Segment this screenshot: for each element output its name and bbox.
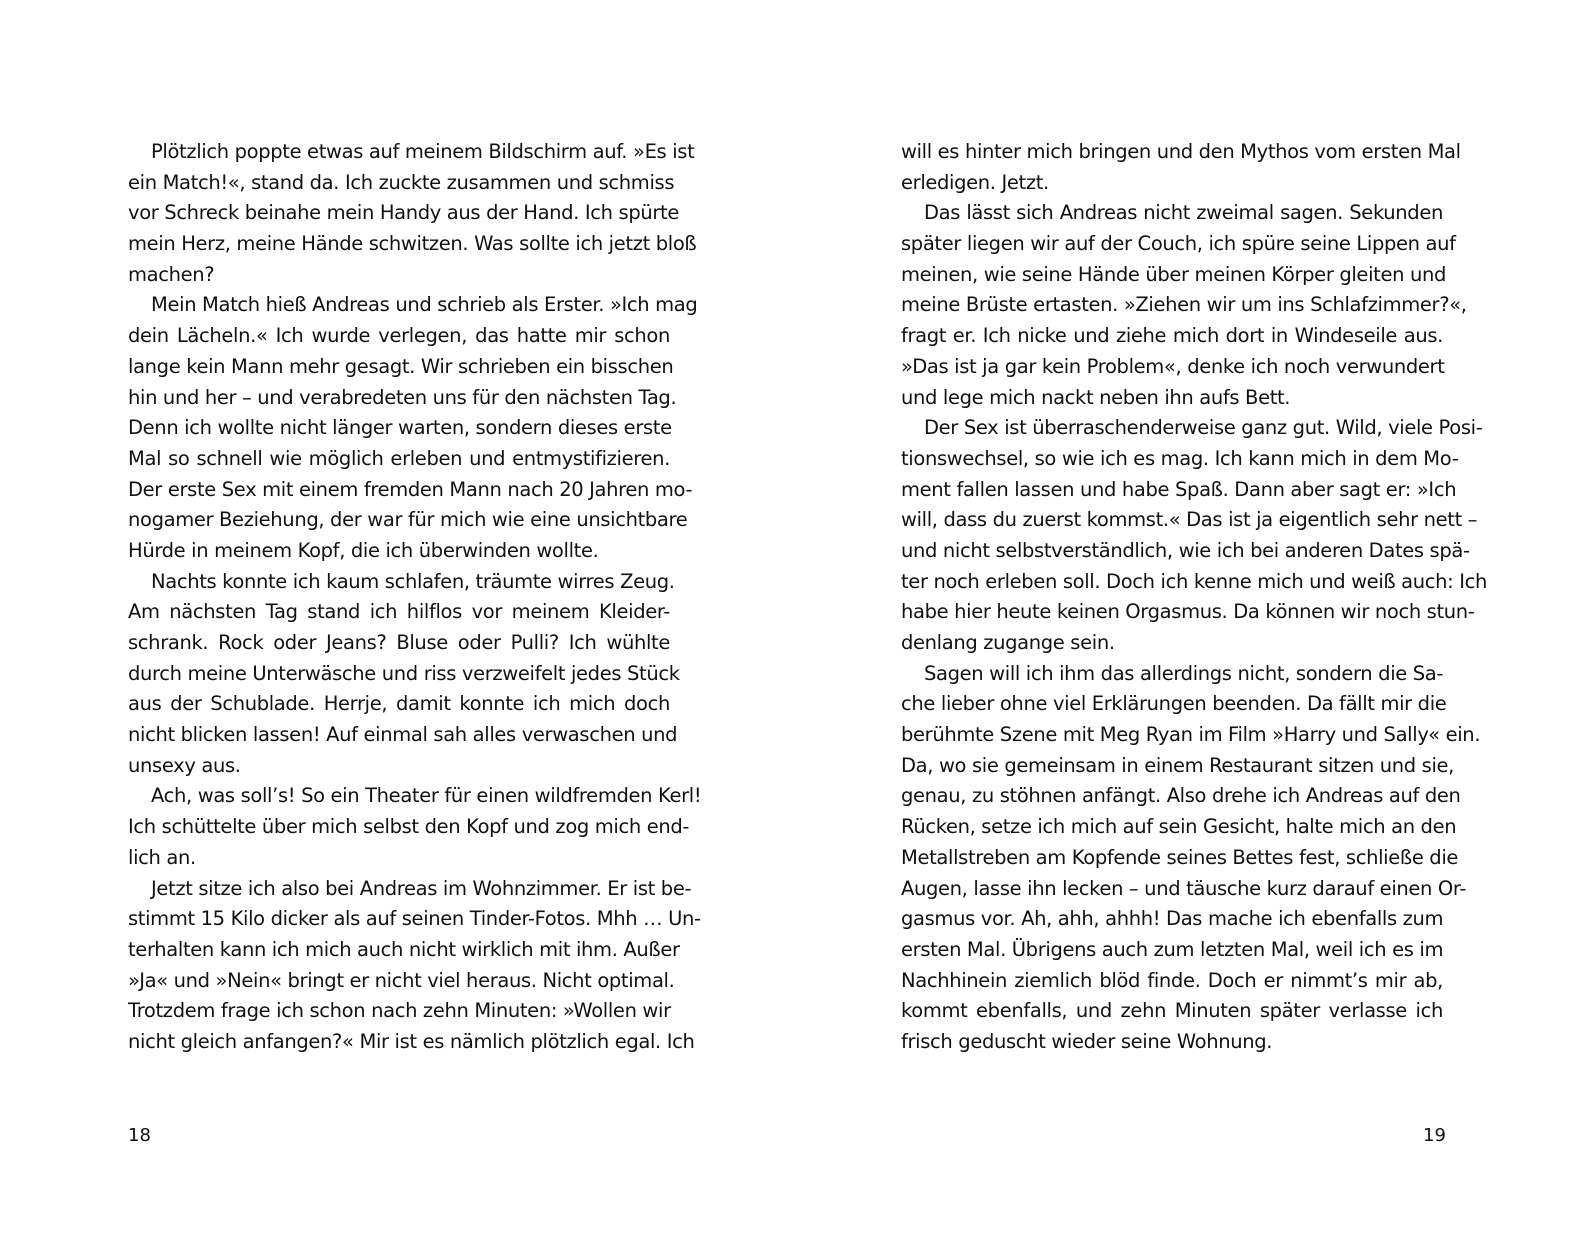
text-line: aus der Schublade. Herrje, damit konnte ich mich doch (128, 692, 670, 716)
text-line: fragt er. Ich nicke und ziehe mich dort in Windeseile aus. (901, 324, 1443, 348)
text-line: Mein Match hieß Andreas und schrieb als Erster. »Ich mag (151, 293, 698, 317)
text-line: Der erste Sex mit einem fremden Mann nach 20 Jahren mo- (128, 477, 693, 501)
text-line: schrank. Rock oder Jeans? Bluse oder Pulli? Ich wühlte (128, 631, 670, 654)
right-page-body-text (901, 137, 1488, 1058)
left-page-number: 18 (128, 1125, 151, 1146)
text-line: kommt ebenfalls, und zehn Minuten später verlasse ich (901, 999, 1443, 1023)
text-line: frisch geduscht wieder seine Wohnung. (901, 1029, 1273, 1053)
text-line: Trotzdem frage ich schon nach zehn Minuten: »Wollen wir (128, 999, 671, 1023)
text-line: terhalten kann ich mich auch nicht wirklich mit ihm. Außer (128, 937, 680, 961)
text-line: ter noch erleben soll. Doch ich kenne mich und weiß auch: Ich (901, 569, 1488, 593)
right-page (797, 0, 1594, 1240)
text-line: berühmte Szene mit Meg Ryan im Film »Harry und Sally« ein. (901, 723, 1481, 747)
text-line: Am nächsten Tag stand ich hilflos vor meinem Kleider- (128, 600, 670, 624)
text-line: Nachhinein ziemlich blöd finde. Doch er nimmt’s mir ab, (901, 968, 1443, 992)
text-line: Augen, lasse ihn lecken – und täusche kurz darauf einen Or- (901, 876, 1467, 900)
text-line: will es hinter mich bringen und den Mythos vom ersten Mal (901, 140, 1461, 163)
text-line: Ich schüttelte über mich selbst den Kopf und zog mich end- (128, 815, 690, 839)
text-line: und lege mich nackt neben ihn aufs Bett. (901, 385, 1291, 409)
text-line: dein Lächeln.« Ich wurde verlegen, das hatte mir schon (128, 324, 670, 348)
text-line: gasmus vor. Ah, ahh, ahhh! Das mache ich ebenfalls zum (901, 907, 1444, 931)
text-line: mein Herz, meine Hände schwitzen. Was sollte ich jetzt bloß (128, 232, 697, 256)
text-line: lich an. (128, 845, 196, 869)
text-line: stimmt 15 Kilo dicker als auf seinen Tinder-Fotos. Mhh … Un- (128, 907, 701, 931)
text-line: erledigen. Jetzt. (901, 170, 1049, 194)
text-line: Rücken, setze ich mich auf sein Gesicht, halte mich an den (901, 815, 1457, 839)
text-line: nicht gleich anfangen?« Mir ist es nämlich plötzlich egal. Ich (128, 1029, 695, 1053)
text-line: hin und her – und verabredeten uns für den nächsten Tag. (128, 385, 677, 409)
text-line: Metallstreben am Kopfende seines Bettes fest, schließe die (901, 845, 1459, 869)
text-line: ersten Mal. Übrigens auch zum letzten Mal, weil ich es im (901, 937, 1444, 961)
text-line: Plötzlich poppte etwas auf meinem Bildschirm auf. »Es ist (151, 140, 695, 163)
text-line: nicht blicken lassen! Auf einmal sah alles verwaschen und (128, 723, 678, 747)
text-line: Der Sex ist überraschenderweise ganz gut. Wild, viele Posi- (924, 416, 1483, 440)
text-line: ment fallen lassen und habe Spaß. Dann aber sagt er: »Ich (901, 477, 1457, 501)
text-line: Ach, was soll’s! So ein Theater für einen wildfremden Kerl! (151, 784, 702, 808)
text-line: Nachts konnte ich kaum schlafen, träumte wirres Zeug. (151, 569, 675, 593)
text-line: meine Brüste ertasten. »Ziehen wir um ins Schlafzimmer?«, (901, 293, 1467, 317)
text-line: meinen, wie seine Hände über meinen Körper gleiten und (901, 262, 1446, 286)
text-line: Hürde in meinem Kopf, die ich überwinden wollte. (128, 538, 599, 562)
text-line: genau, zu stöhnen anfängt. Also drehe ich Andreas auf den (901, 784, 1461, 808)
text-line: denlang zugange sein. (901, 631, 1115, 654)
text-line: und nicht selbstverständlich, wie ich bei anderen Dates spä- (901, 538, 1470, 562)
text-line: nogamer Beziehung, der war für mich wie eine unsichtbare (128, 508, 688, 532)
text-line: »Ja« und »Nein« bringt er nicht viel heraus. Nicht optimal. (128, 968, 675, 992)
text-line: che lieber ohne viel Erklärungen beenden. Da fällt mir die (901, 692, 1447, 716)
text-line: später liegen wir auf der Couch, ich spüre seine Lippen auf (901, 232, 1456, 256)
right-page-number: 19 (1423, 1125, 1446, 1146)
text-line: will, dass du zuerst kommst.« Das ist ja eigentlich sehr nett – (901, 508, 1478, 532)
text-line: tionswechsel, so wie ich es mag. Ich kann mich in dem Mo- (901, 446, 1459, 470)
text-line: unsexy aus. (128, 753, 241, 777)
text-line: ein Match!«, stand da. Ich zuckte zusammen und schmiss (128, 170, 675, 194)
left-page-body-text (128, 137, 702, 1058)
text-line: »Das ist ja gar kein Problem«, denke ich noch verwundert (901, 354, 1445, 378)
text-line: Sagen will ich ihm das allerdings nicht, sondern die Sa- (924, 661, 1444, 685)
text-line: durch meine Unterwäsche und riss verzweifelt jedes Stück (128, 661, 680, 685)
text-line: Das lässt sich Andreas nicht zweimal sagen. Sekunden (924, 201, 1443, 225)
text-line: Jetzt sitze ich also bei Andreas im Wohnzimmer. Er ist be- (151, 876, 692, 900)
text-line: Mal so schnell wie möglich erleben und entmystifizieren. (128, 446, 670, 470)
text-line: habe hier heute keinen Orgasmus. Da können wir noch stun- (901, 600, 1475, 624)
text-line: lange kein Mann mehr gesagt. Wir schrieben ein bisschen (128, 354, 674, 378)
text-line: Da, wo sie gemeinsam in einem Restaurant sitzen und sie, (901, 753, 1455, 777)
text-line: Denn ich wollte nicht länger warten, sondern dieses erste (128, 416, 672, 440)
text-line: machen? (128, 262, 215, 286)
text-line: vor Schreck beinahe mein Handy aus der Hand. Ich spürte (128, 201, 679, 225)
